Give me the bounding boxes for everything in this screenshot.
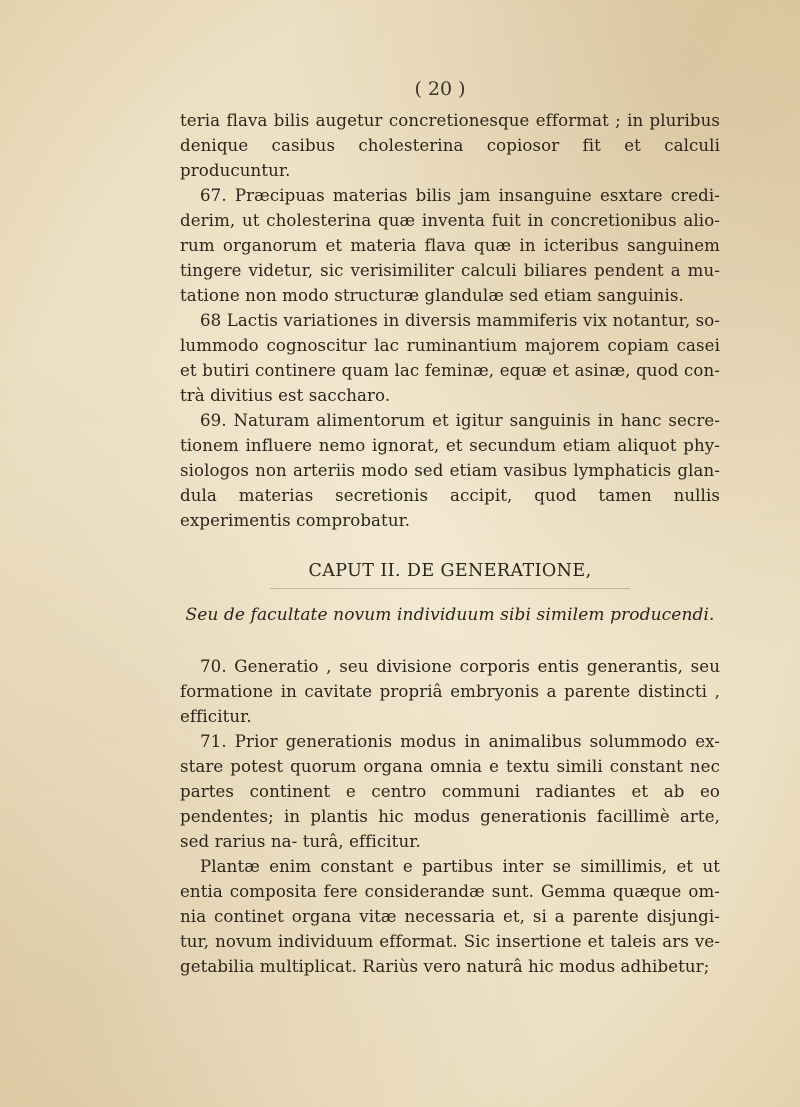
paragraph-plantae: Plantæ enim constant e partibus inter se simillimis, et ut entia composita fere considerandæ sunt. Gemma quæque om- nia continet organa vitæ necessaria et, si a parente disjungi- tur, novum individuum efformat. Sic insertione et taleis ars ve- getabilia multiplicat. Rariùs vero naturâ hic modus adhibetur; (180, 857, 720, 976)
chapter-subheading: Seu de facultate novum individuum sibi similem producendi. (185, 605, 715, 625)
page-number: ( 20 ) (414, 78, 466, 100)
paragraph-71: 71. Prior generationis modus in animalibus solummodo ex- stare potest quorum organa omnia e textu simili constant nec partes continent e centro communi radiantes et ab eo pendentes; in plantis hic modus generationis facillimè arte, sed rarius na- turâ, efficitur. (180, 732, 720, 851)
paragraph-67: 67. Præcipuas materias bilis jam insanguine esxtare credi- derim, ut cholesterina quæ inventa fuit in concretionibus alio- rum organorum et materia flava quæ in icteribus sanguinem tingere videtur, sic verisimiliter calculi biliares pendent a mu- tatione non modo structuræ glandulæ sed etiam sanguinis. (180, 186, 720, 305)
paragraph-69: 69. Naturam alimentorum et igitur sanguinis in hanc secre- tionem influere nemo ignorat, et secundum etiam aliquot phy- siologos non arteriis modo sed etiam vasibus lymphaticis glan- dula materias secretionis accipit, quod tamen nullis experimentis comprobatur. (180, 411, 720, 530)
chapter-heading: CAPUT II. DE GENERATIONE, (308, 561, 592, 581)
heading-divider (270, 588, 630, 589)
paragraph-70: 70. Generatio , seu divisione corporis entis generantis, seu formatione in cavitate propriâ embryonis a parente distincti , efficitur. (180, 657, 720, 726)
body-text (180, 108, 720, 979)
paragraph-68: 68 Lactis variationes in diversis mammiferis vix notantur, so- lummodo cognoscitur lac ruminantium majorem copiam casei et butiri continere quam lac feminæ, equæ et asinæ, quod con- trà divitius est saccharo. (180, 311, 720, 405)
paragraph-continuation: teria flava bilis augetur concretionesque efformat ; in pluribus denique casibus cholesterina copiosor fit et calculi producuntur. (180, 111, 720, 180)
